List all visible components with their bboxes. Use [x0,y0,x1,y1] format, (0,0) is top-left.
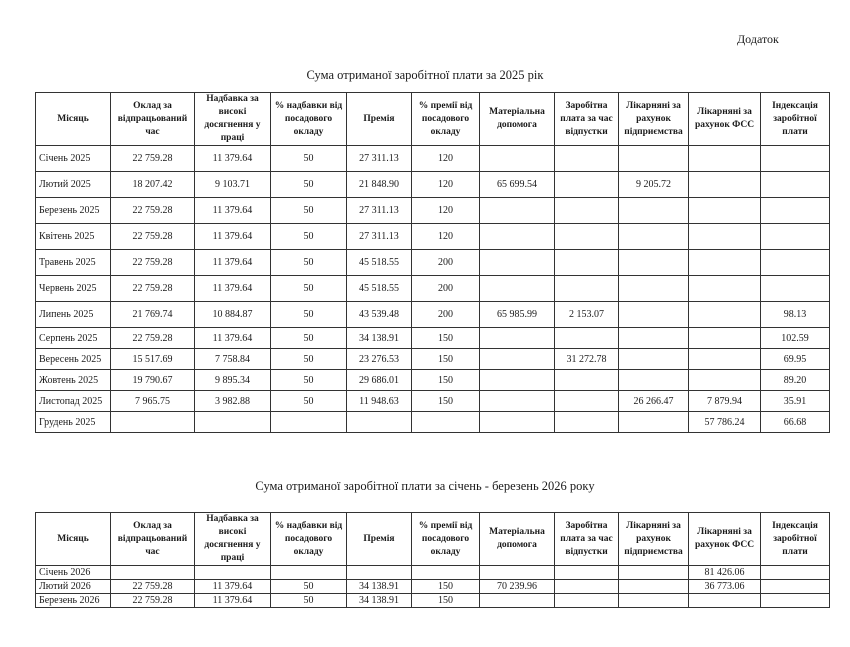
column-header: Заробітна плата за час відпустки [555,93,619,146]
column-header: Місяць [36,93,111,146]
value-cell [480,146,555,172]
table-row [36,302,830,328]
table-body [36,146,830,433]
value-cell [619,276,689,302]
value-cell [619,566,689,580]
value-cell: 2 153.07 [555,302,619,328]
month-cell: Лютий 2026 [36,580,111,594]
value-cell: 150 [412,594,480,608]
value-cell: 15 517.69 [111,349,195,370]
column-header: Індексація заробітної плати [761,513,830,566]
column-header: Лікарняні за рахунок ФСС [689,513,761,566]
column-header: Надбавка за високі досягнення у праці [195,513,271,566]
value-cell: 36 773.06 [689,580,761,594]
value-cell [480,224,555,250]
table-row [36,276,830,302]
value-cell [555,250,619,276]
value-cell: 27 311.13 [347,224,412,250]
table-row [36,566,830,580]
value-cell: 9 895.34 [195,370,271,391]
value-cell: 98.13 [761,302,830,328]
value-cell [480,412,555,433]
value-cell: 65 985.99 [480,302,555,328]
value-cell: 102.59 [761,328,830,349]
value-cell: 150 [412,580,480,594]
value-cell [555,146,619,172]
value-cell: 120 [412,224,480,250]
table-row [36,198,830,224]
value-cell [619,349,689,370]
value-cell [480,198,555,224]
value-cell [480,276,555,302]
value-cell [689,172,761,198]
value-cell: 200 [412,302,480,328]
value-cell [761,172,830,198]
value-cell [619,250,689,276]
value-cell: 34 138.91 [347,328,412,349]
value-cell: 66.68 [761,412,830,433]
table-row [36,370,830,391]
value-cell [412,566,480,580]
value-cell: 11 379.64 [195,580,271,594]
value-cell [689,328,761,349]
value-cell: 23 276.53 [347,349,412,370]
value-cell: 120 [412,198,480,224]
value-cell [480,594,555,608]
value-cell [480,566,555,580]
value-cell: 34 138.91 [347,594,412,608]
month-cell: Лютий 2025 [36,172,111,198]
value-cell: 26 266.47 [619,391,689,412]
value-cell [555,198,619,224]
value-cell [689,224,761,250]
value-cell [347,566,412,580]
value-cell: 22 759.28 [111,224,195,250]
value-cell: 22 759.28 [111,250,195,276]
value-cell: 150 [412,391,480,412]
value-cell: 27 311.13 [347,198,412,224]
value-cell: 65 699.54 [480,172,555,198]
value-cell: 21 769.74 [111,302,195,328]
value-cell: 22 759.28 [111,594,195,608]
value-cell: 50 [271,594,347,608]
table-row [36,250,830,276]
value-cell: 50 [271,198,347,224]
month-cell: Березень 2026 [36,594,111,608]
table-header-row [36,93,830,146]
table-row [36,412,830,433]
table-row [36,146,830,172]
value-cell [412,412,480,433]
column-header: Заробітна плата за час відпустки [555,513,619,566]
value-cell: 10 884.87 [195,302,271,328]
table-row [36,391,830,412]
month-cell: Червень 2025 [36,276,111,302]
column-header: Матеріальна допомога [480,93,555,146]
value-cell: 35.91 [761,391,830,412]
month-cell: Липень 2025 [36,302,111,328]
appendix-label: Додаток [737,32,779,46]
value-cell [555,224,619,250]
table-row [36,172,830,198]
column-header: Оклад за відпрацьований час [111,513,195,566]
column-header: Премія [347,93,412,146]
value-cell: 9 103.71 [195,172,271,198]
value-cell: 120 [412,146,480,172]
table-row [36,328,830,349]
value-cell [689,370,761,391]
column-header: Індексація заробітної плати [761,93,830,146]
value-cell: 11 379.64 [195,224,271,250]
month-cell: Січень 2025 [36,146,111,172]
value-cell [480,250,555,276]
table-row [36,580,830,594]
value-cell: 9 205.72 [619,172,689,198]
value-cell: 34 138.91 [347,580,412,594]
column-header: Місяць [36,513,111,566]
value-cell [761,146,830,172]
table-row [36,349,830,370]
salary-table-2025 [35,92,830,433]
value-cell: 69.95 [761,349,830,370]
value-cell [555,328,619,349]
value-cell [761,594,830,608]
value-cell: 81 426.06 [689,566,761,580]
value-cell [761,250,830,276]
month-cell: Жовтень 2025 [36,370,111,391]
value-cell [555,172,619,198]
column-header: Лікарняні за рахунок підприємства [619,93,689,146]
value-cell: 11 379.64 [195,250,271,276]
value-cell [111,412,195,433]
month-cell: Квітень 2025 [36,224,111,250]
value-cell: 22 759.28 [111,198,195,224]
column-header: Оклад за відпрацьований час [111,93,195,146]
value-cell: 50 [271,250,347,276]
value-cell: 150 [412,349,480,370]
value-cell: 70 239.96 [480,580,555,594]
value-cell: 50 [271,224,347,250]
month-cell: Березень 2025 [36,198,111,224]
value-cell: 19 790.67 [111,370,195,391]
value-cell [619,302,689,328]
value-cell: 31 272.78 [555,349,619,370]
value-cell [619,580,689,594]
month-cell: Вересень 2025 [36,349,111,370]
table-2026-title: Сума отриманої заробітної плати за січень - березень 2026 року [255,479,595,493]
value-cell [480,349,555,370]
column-header: Матеріальна допомога [480,513,555,566]
value-cell [761,580,830,594]
value-cell: 50 [271,391,347,412]
value-cell [480,328,555,349]
value-cell [761,276,830,302]
value-cell: 200 [412,250,480,276]
value-cell: 22 759.28 [111,276,195,302]
value-cell: 22 759.28 [111,328,195,349]
value-cell: 200 [412,276,480,302]
value-cell [111,566,195,580]
value-cell: 150 [412,328,480,349]
value-cell [555,370,619,391]
value-cell: 21 848.90 [347,172,412,198]
value-cell: 120 [412,172,480,198]
value-cell: 50 [271,172,347,198]
value-cell [689,276,761,302]
table-2025-title: Сума отриманої заробітної плати за 2025 рік [306,68,544,82]
month-cell: Грудень 2025 [36,412,111,433]
column-header: Лікарняні за рахунок підприємства [619,513,689,566]
value-cell [689,594,761,608]
table-header-row [36,513,830,566]
value-cell: 11 379.64 [195,146,271,172]
value-cell: 7 965.75 [111,391,195,412]
value-cell [619,328,689,349]
value-cell [555,566,619,580]
value-cell: 89.20 [761,370,830,391]
table-row [36,594,830,608]
value-cell: 50 [271,146,347,172]
column-header: Лікарняні за рахунок ФСС [689,93,761,146]
value-cell [555,412,619,433]
value-cell [480,370,555,391]
value-cell [761,198,830,224]
value-cell: 27 311.13 [347,146,412,172]
value-cell: 22 759.28 [111,146,195,172]
value-cell: 11 948.63 [347,391,412,412]
column-header: Премія [347,513,412,566]
month-cell: Серпень 2025 [36,328,111,349]
value-cell [347,412,412,433]
value-cell: 7 879.94 [689,391,761,412]
value-cell: 50 [271,349,347,370]
value-cell [689,302,761,328]
value-cell: 57 786.24 [689,412,761,433]
value-cell [195,566,271,580]
value-cell: 3 982.88 [195,391,271,412]
value-cell [195,412,271,433]
value-cell [761,566,830,580]
value-cell [271,412,347,433]
value-cell: 7 758.84 [195,349,271,370]
value-cell: 50 [271,302,347,328]
value-cell: 150 [412,370,480,391]
value-cell: 45 518.55 [347,250,412,276]
value-cell [761,224,830,250]
column-header: % надбавки від посадового окладу [271,513,347,566]
value-cell [689,349,761,370]
value-cell [555,276,619,302]
table-body [36,566,830,608]
value-cell [689,198,761,224]
value-cell [480,391,555,412]
value-cell: 50 [271,276,347,302]
value-cell [271,566,347,580]
column-header: % надбавки від посадового окладу [271,93,347,146]
value-cell: 50 [271,580,347,594]
value-cell: 11 379.64 [195,328,271,349]
value-cell [689,250,761,276]
value-cell: 18 207.42 [111,172,195,198]
value-cell [619,370,689,391]
month-cell: Січень 2026 [36,566,111,580]
value-cell [619,224,689,250]
value-cell: 11 379.64 [195,198,271,224]
salary-table-2026 [35,512,830,608]
value-cell [555,580,619,594]
value-cell: 11 379.64 [195,276,271,302]
month-cell: Листопад 2025 [36,391,111,412]
value-cell [619,198,689,224]
value-cell: 50 [271,328,347,349]
value-cell [619,412,689,433]
column-header: % премії від посадового окладу [412,513,480,566]
value-cell [619,594,689,608]
table-row [36,224,830,250]
value-cell: 43 539.48 [347,302,412,328]
value-cell: 11 379.64 [195,594,271,608]
value-cell [619,146,689,172]
value-cell [555,391,619,412]
month-cell: Травень 2025 [36,250,111,276]
value-cell: 50 [271,370,347,391]
column-header: Надбавка за високі досягнення у праці [195,93,271,146]
value-cell: 45 518.55 [347,276,412,302]
column-header: % премії від посадового окладу [412,93,480,146]
value-cell: 29 686.01 [347,370,412,391]
value-cell: 22 759.28 [111,580,195,594]
value-cell [555,594,619,608]
value-cell [689,146,761,172]
